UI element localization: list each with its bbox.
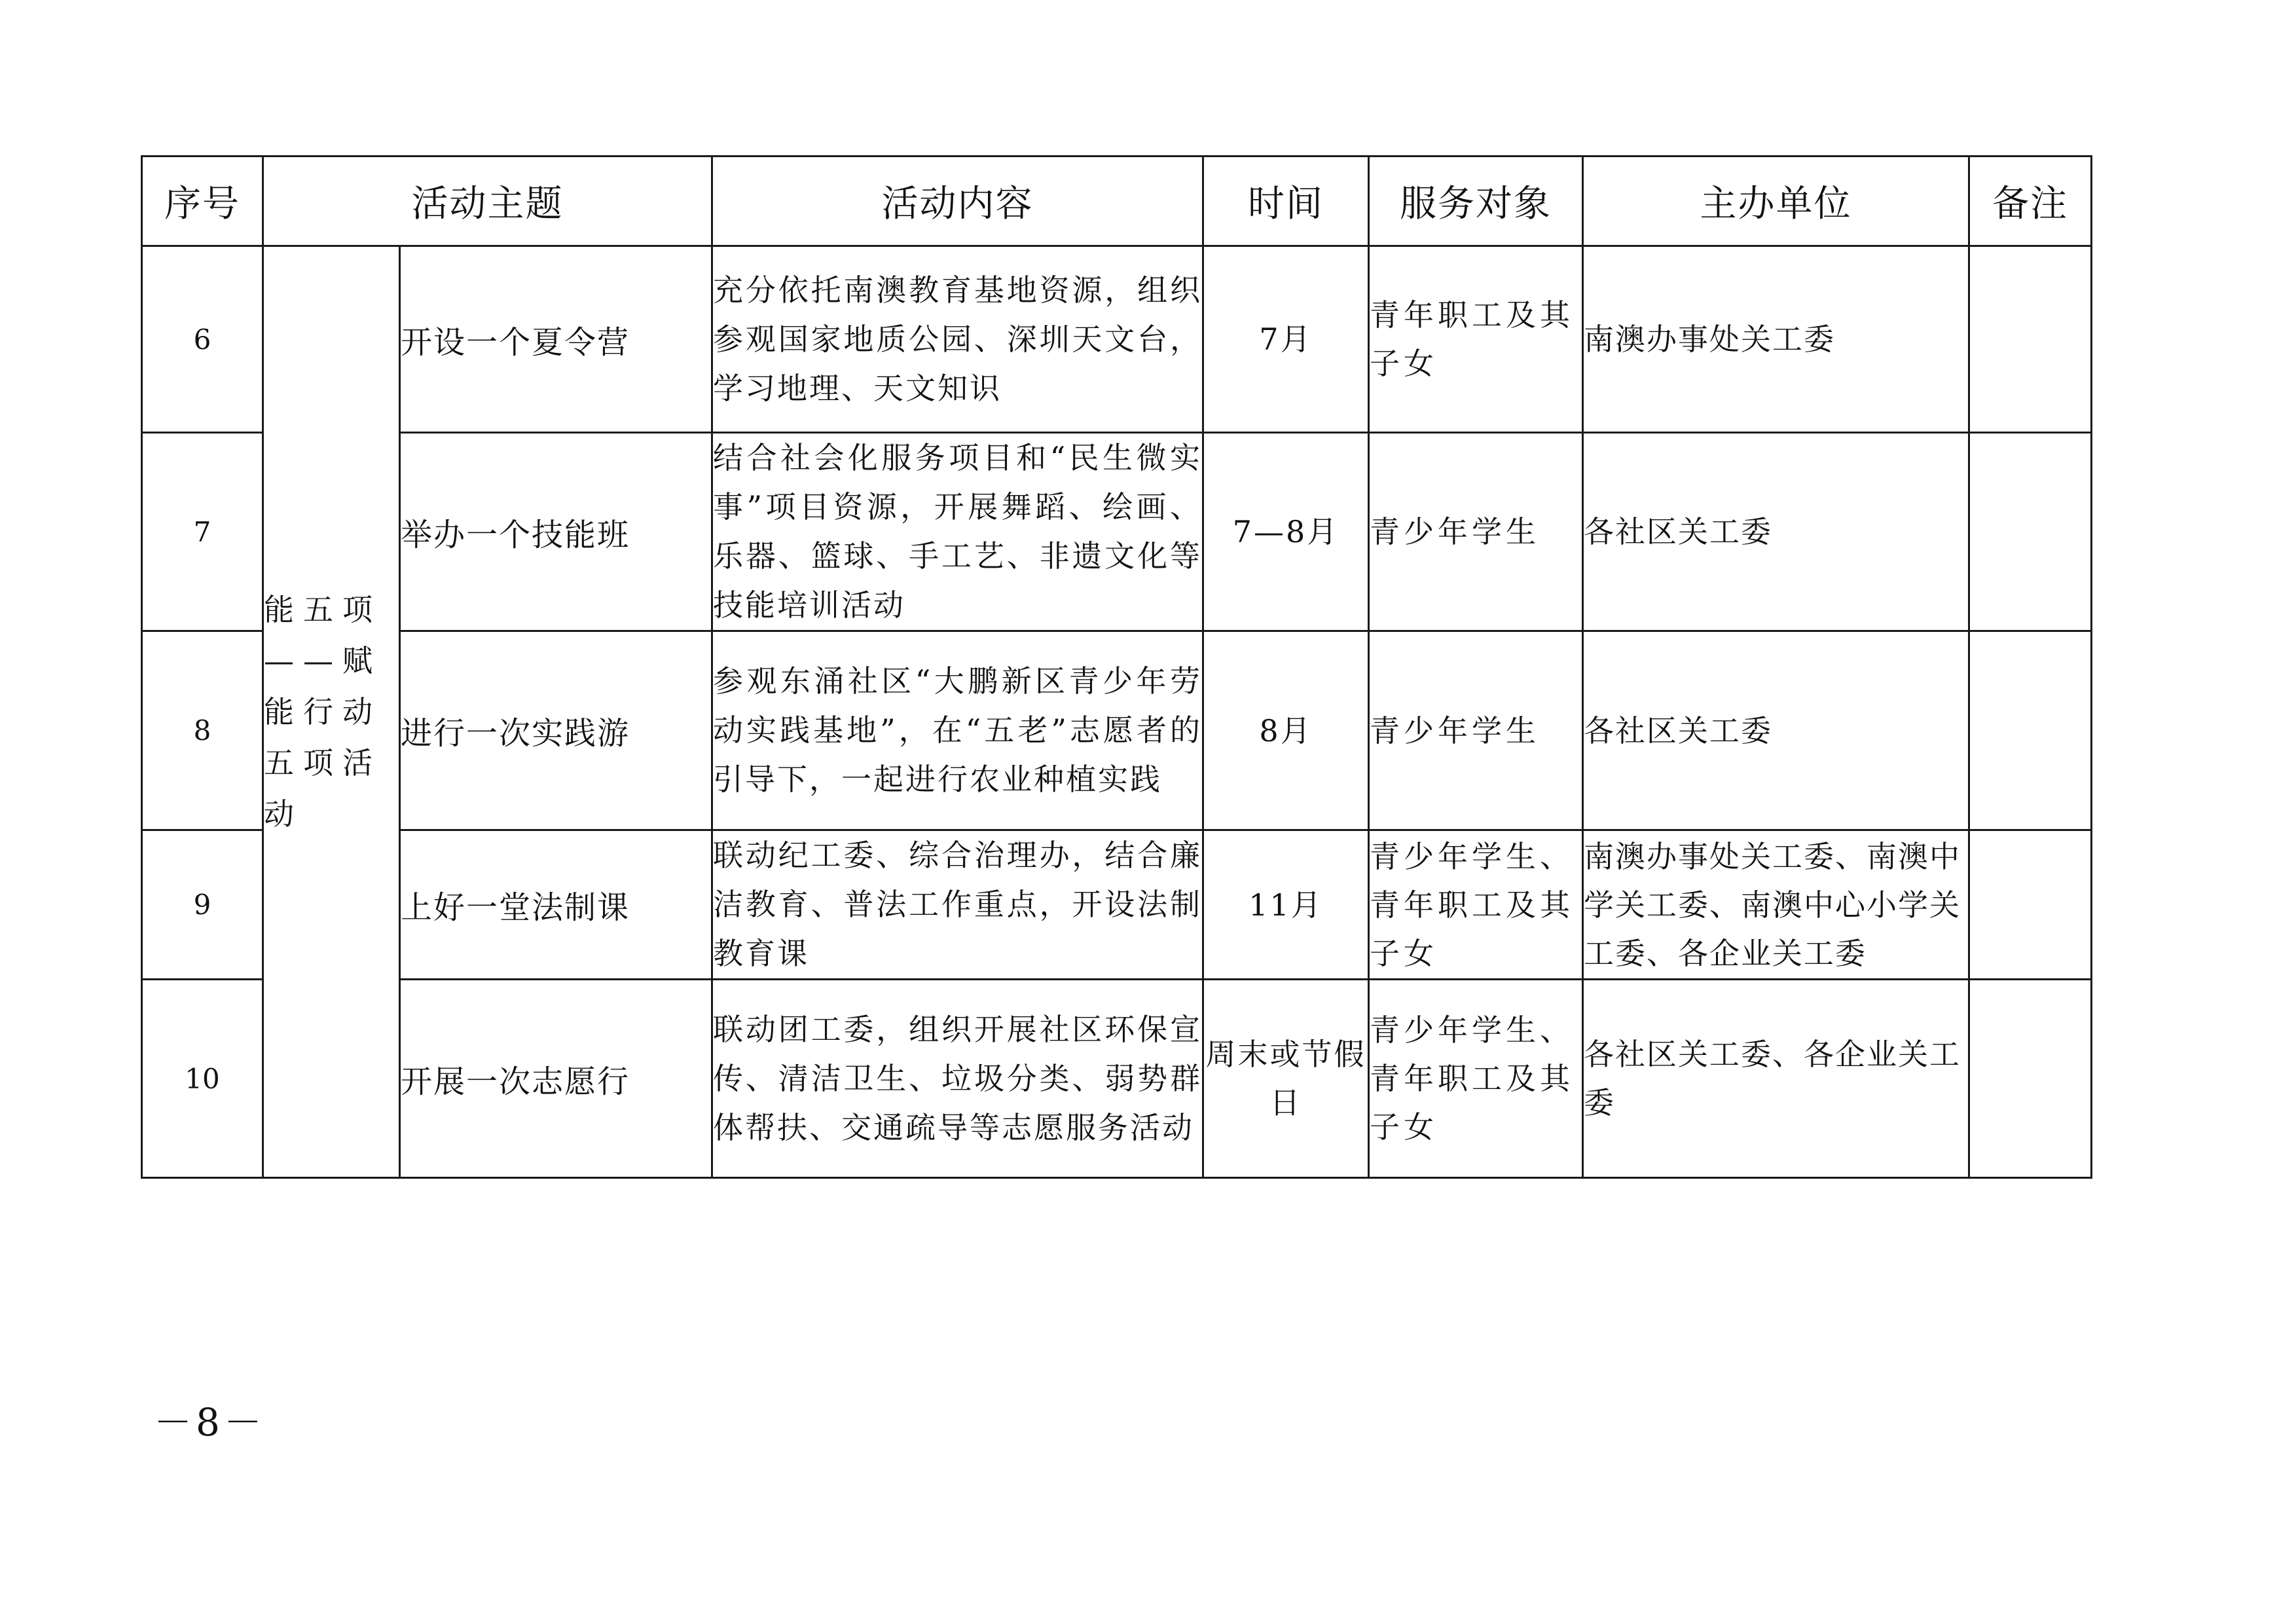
row-target: 青少年学生 [1369,631,1583,830]
row-subtheme: 举办一个技能班 [400,433,712,631]
table-row [142,830,2092,980]
row-content: 联动纪工委、综合治理办，结合廉洁教育、普法工作重点，开设法制教育课 [712,830,1203,980]
row-time: 周末或节假日 [1203,980,1369,1178]
row-index: 6 [142,246,263,433]
header-target: 服务对象 [1369,157,1583,246]
table-row [142,246,2092,433]
row-target: 青年职工及其子女 [1369,246,1583,433]
row-time: 11月 [1203,830,1369,980]
row-index: 7 [142,433,263,631]
header-index: 序号 [142,157,263,246]
row-time: 7月 [1203,246,1369,433]
row-content: 参观东涌社区“大鹏新区青少年劳动实践基地”，在“五老”志愿者的引导下，一起进行农业种植实践 [712,631,1203,830]
row-subtheme: 进行一次实践游 [400,631,712,830]
row-organizer: 各社区关工委、各企业关工委 [1583,980,1969,1178]
row-subtheme: 上好一堂法制课 [400,830,712,980]
row-target: 青少年学生、青年职工及其子女 [1369,980,1583,1178]
page-number: －8－ [154,1400,266,1445]
row-index: 9 [142,830,263,980]
row-index: 8 [142,631,263,830]
row-target: 青少年学生 [1369,433,1583,631]
row-remarks [1969,980,2092,1178]
header-remarks: 备注 [1969,157,2092,246]
row-content: 充分依托南澳教育基地资源，组织参观国家地质公园、深圳天文台，学习地理、天文知识 [712,246,1203,433]
row-target: 青少年学生、青年职工及其子女 [1369,830,1583,980]
row-remarks [1969,631,2092,830]
row-content: 结合社会化服务项目和“民生微实事”项目资源，开展舞蹈、绘画、乐器、篮球、手工艺、非遗文化等技能培训活动 [712,433,1203,631]
row-remarks [1969,433,2092,631]
header-time: 时间 [1203,157,1369,246]
header-row [142,157,2092,246]
row-remarks [1969,246,2092,433]
row-organizer: 南澳办事处关工委、南澳中学关工委、南澳中心小学关工委、各企业关工委 [1583,830,1969,980]
row-time: 7—8月 [1203,433,1369,631]
activity-table [141,155,2092,1179]
table-row [142,433,2092,631]
table-row [142,631,2092,830]
row-organizer: 南澳办事处关工委 [1583,246,1969,433]
header-theme: 活动主题 [263,157,712,246]
row-remarks [1969,830,2092,980]
theme-group-cell: 能五项——赋能行动五项活动 [263,246,400,1178]
row-subtheme: 开展一次志愿行 [400,980,712,1178]
header-content: 活动内容 [712,157,1203,246]
row-subtheme: 开设一个夏令营 [400,246,712,433]
row-organizer: 各社区关工委 [1583,631,1969,830]
row-organizer: 各社区关工委 [1583,433,1969,631]
row-content: 联动团工委，组织开展社区环保宣传、清洁卫生、垃圾分类、弱势群体帮扶、交通疏导等志愿服务活动 [712,980,1203,1178]
row-time: 8月 [1203,631,1369,830]
header-organizer: 主办单位 [1583,157,1969,246]
row-index: 10 [142,980,263,1178]
table-row [142,980,2092,1178]
